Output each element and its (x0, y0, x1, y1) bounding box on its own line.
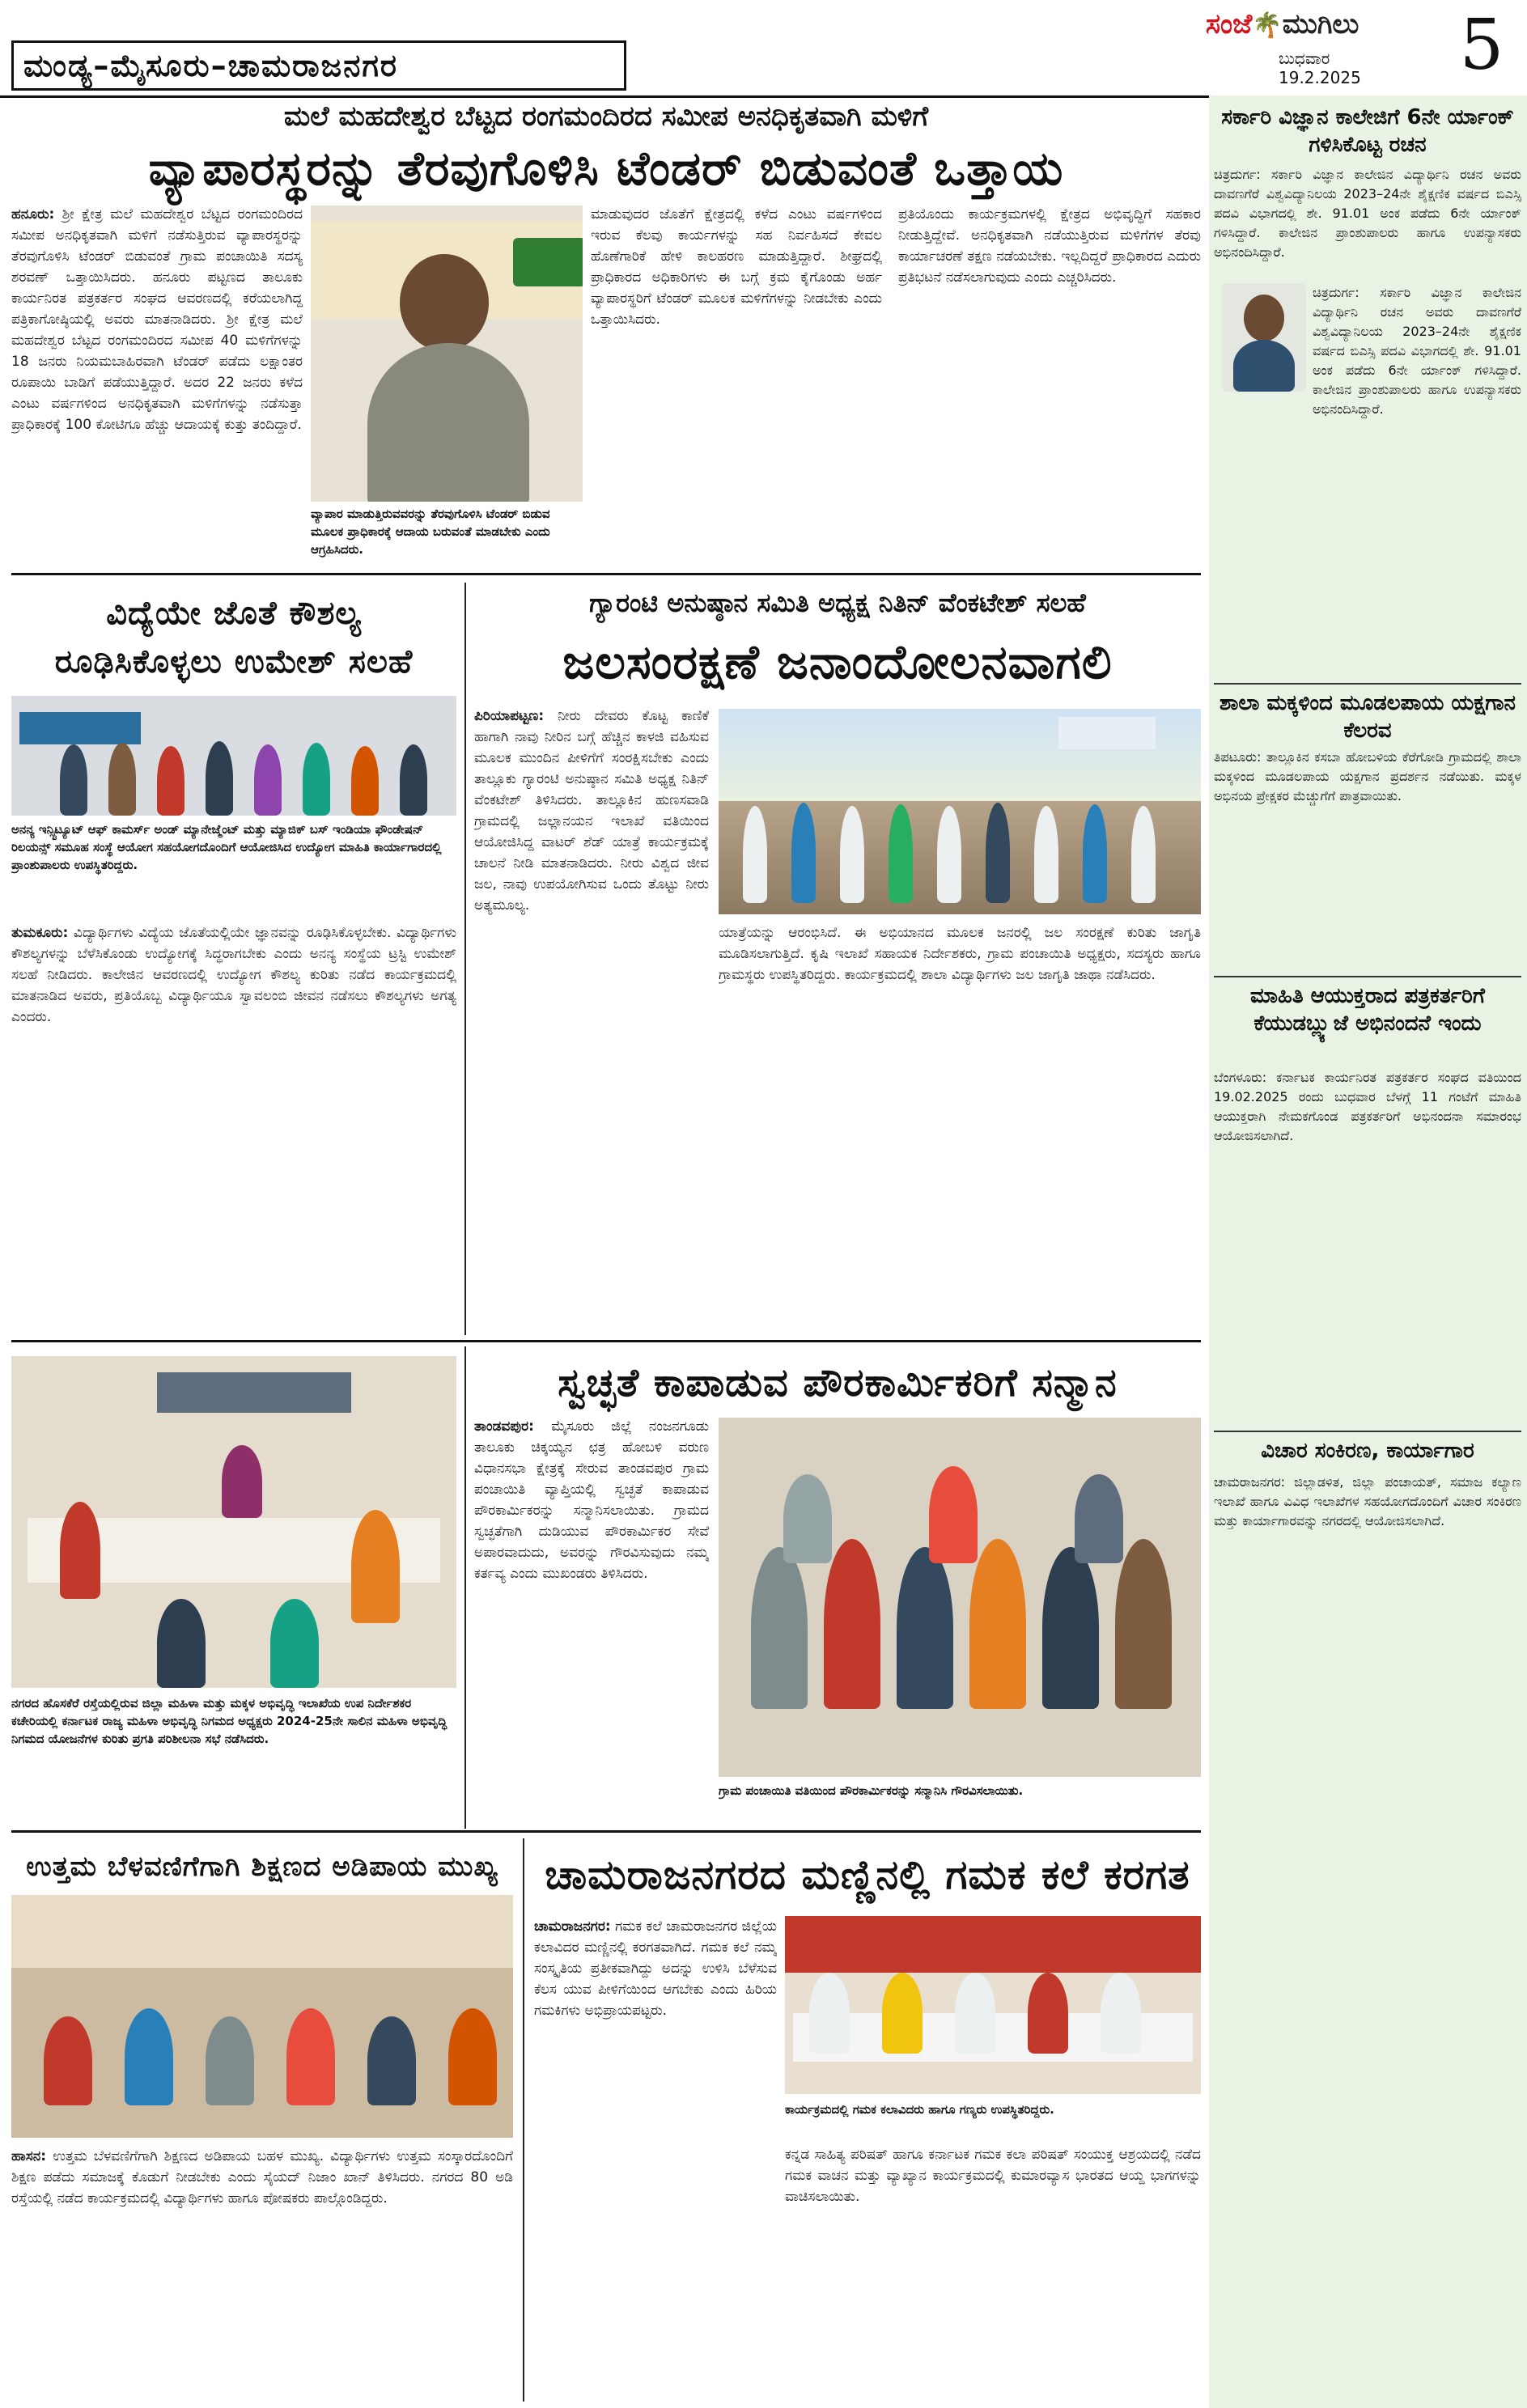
story2-headline-line2: ರೂಢಿಸಿಕೊಳ್ಳಲು ಉಮೇಶ್ ಸಲಹೆ (54, 643, 414, 680)
story1-kicker: ಮಲೆ ಮಹದೇಶ್ವರ ಬೆಟ್ಟದ ರಂಗಮಂದಿರದ ಸಮೀಪ ಅನಧಿಕೃತವಾಗಿ ಮಳಿಗೆ (283, 100, 929, 133)
story5-photo (719, 1418, 1201, 1777)
student-portrait (1222, 283, 1306, 392)
story3-kicker: ಗ್ಯಾರಂಟಿ ಅನುಷ್ಠಾನ ಸಮಿತಿ ಅಧ್ಯಕ್ಷ ನಿತಿನ್ ವೆಂಕಟೇಶ್ ಸಲಹೆ (589, 587, 1086, 618)
section-title: ಮಂಡ್ಯ–ಮೈಸೂರು–ಚಾಮರಾಜನಗರ (11, 40, 626, 91)
story1-headline: ವ್ಯಾಪಾರಸ್ಥರನ್ನು ತೆರವುಗೊಳಿಸಿ ಟೆಂಡರ್ ಬಿಡುವಂತೆ ಒತ್ತಾಯ (148, 141, 1064, 196)
sidebar-brief3-text: ಬೆಂಗಳೂರು: ಕರ್ನಾಟಕ ಕಾರ್ಯನಿರತ ಪತ್ರಕರ್ತರ ಸಂಘದ ವತಿಯಿಂದ 19.02.2025 ರಂದು ಬುಧವಾರ ಬೆಳಗ್ಗೆ 11 ಗಂಟೆಗೆ ಮಾಹಿತಿ ಆಯುಕ್ತರಾಗಿ ನೇಮಕಗೊಂಡ ಪತ್ರಕರ್ತರಿಗೆ ಅಭಿನಂದನಾ ಸಮಾರಂಭ ಆಯೋಜಿಸಲಾಗಿದೆ. (1214, 1070, 1521, 1143)
sidebar-brief1-text-cont: ಚಿತ್ರದುರ್ಗ: ಸರ್ಕಾರಿ ವಿಜ್ಞಾನ ಕಾಲೇಜಿನ ವಿದ್ಯಾರ್ಥಿನಿ ರಚನ ಅವರು ದಾವಣಗೆರೆ ವಿಶ್ವವಿದ್ಯಾನಿಲಯ 2023–24ನೇ ಶೈಕ್ಷಣಿಕ ವರ್ಷದ ಬಿಎಸ್ಸಿ ಪದವಿ ವಿಭಾಗದಲ್ಲಿ ಶೇ. 91.01 ಅಂಕ ಪಡೆದು 6ನೇ ರ್ಯಾಂಕ್ ಗಳಿಸಿದ್ದಾರೆ. ಕಾಲೇಜಿನ ಪ್ರಾಂಶುಪಾಲರು ಹಾಗೂ ಉಪನ್ಯಾಸಕರು ಅಭಿನಂದಿಸಿದ್ದಾರೆ. (1313, 285, 1521, 417)
story4-divider (464, 1346, 466, 1829)
story5-body: ತಾಂಡವಪುರ: ಮೈಸೂರು ಜಿಲ್ಲೆ ನಂಜನಗೂಡು ತಾಲೂಕು ಚಿಕ್ಕಯ್ಯನ ಛತ್ರ ಹೋಬಳಿ ವರುಣ ವಿಧಾನಸಭಾ ಕ್ಷೇತ್ರಕ್ಕೆ ಸೇರುವ ತಾಂಡವಪುರ ಗ್ರಾಮ ಪಂಚಾಯಿತಿ ವ್ಯಾಪ್ತಿಯಲ್ಲಿ ಸ್ವಚ್ಛತೆ ಕಾಪಾಡುವ ಪೌರಕಾರ್ಮಿಕರನ್ನು ಸನ್ಮಾನಿಸಲಾಯಿತು. ಗ್ರಾಮದ ಸ್ವಚ್ಛತೆಗಾಗಿ ದುಡಿಯುವ ಪೌರಕಾರ್ಮಿಕರ ಸೇವೆ ಅಪಾರವಾದುದು, ಅವರನ್ನು ಗೌರವಿಸುವುದು ನಮ್ಮ ಕರ್ತವ್ಯ ಎಂದು ಮುಖಂಡರು ತಿಳಿಸಿದರು. (474, 1418, 709, 1582)
story4-photo (11, 1356, 456, 1688)
story3-body-2: ಯಾತ್ರೆಯನ್ನು ಆರಂಭಿಸಿದೆ. ಈ ಅಭಿಯಾನದ ಮೂಲಕ ಜನರಲ್ಲಿ ಜಲ ಸಂರಕ್ಷಣೆ ಕುರಿತು ಜಾಗೃತಿ ಮೂಡಿಸಲಾಗುತ್ತಿದೆ. ಕೃಷಿ ಇಲಾಖೆ ಸಹಾಯಕ ನಿರ್ದೇಶಕರು, ಗ್ರಾಮ ಪಂಚಾಯಿತಿ ಅಧ್ಯಕ್ಷರು, ಸದಸ್ಯರು ಹಾಗೂ ಗ್ರಾಮಸ್ಥರು ಉಪಸ್ಥಿತರಿದ್ದರು. ಕಾರ್ಯಕ್ರಮದಲ್ಲಿ ಶಾಲಾ ವಿದ್ಯಾರ್ಥಿಗಳು ಜಲ ಜಾಗೃತಿ ಜಾಥಾ ನಡೆಸಿದರು. (719, 925, 1201, 983)
sidebar-brief3-headline: ಮಾಹಿತಿ ಆಯುಕ್ತರಾದ ಪತ್ರಕರ್ತರಿಗೆ ಕೆಯುಡಬ್ಲ್ಯುಜೆ ಅಭಿನಂದನೆ ಇಂದು (1250, 984, 1485, 1036)
story3-headline: ಜಲಸಂರಕ್ಷಣೆ ಜನಾಂದೋಲನವಾಗಲಿ (562, 634, 1113, 689)
sidebar-brief4-headline: ವಿಚಾರ ಸಂಕಿರಣ, ಕಾರ್ಯಾಗಾರ (1261, 1439, 1474, 1463)
story2-photo (11, 696, 456, 816)
story3-photo (719, 709, 1201, 914)
story5-caption: ಗ್ರಾಮ ಪಂಚಾಯಿತಿ ವತಿಯಿಂದ ಪೌರಕಾರ್ಮಿಕರನ್ನು ಸನ್ಮಾನಿಸಿ ಗೌರವಿಸಲಾಯಿತು. (719, 1783, 1024, 1798)
sidebar-brief1-headline: ಸರ್ಕಾರಿ ವಿಜ್ಞಾನ ಕಾಲೇಜಿಗೆ 6ನೇ ರ್ಯಾಂಕ್ ಗಳಿಸಿಕೊಟ್ಟ ರಚನ (1221, 105, 1514, 157)
story7-body-2: ಕನ್ನಡ ಸಾಹಿತ್ಯ ಪರಿಷತ್ ಹಾಗೂ ಕರ್ನಾಟಕ ಗಮಕ ಕಲಾ ಪರಿಷತ್ ಸಂಯುಕ್ತ ಆಶ್ರಯದಲ್ಲಿ ನಡೆದ ಗಮಕ ವಾಚನ ಮತ್ತು ವ್ಯಾಖ್ಯಾನ ಕಾರ್ಯಕ್ರಮದಲ್ಲಿ ಕುಮಾರವ್ಯಾಸ ಭಾರತದ ಆಯ್ದ ಭಾಗಗಳನ್ನು ವಾಚಿಸಲಾಯಿತು. (785, 2147, 1201, 2205)
story7-photo (785, 1916, 1201, 2094)
story1-column-2: ಮಾಡುವುದರ ಜೊತೆಗೆ ಕ್ಷೇತ್ರದಲ್ಲಿ ಕಳೆದ ಎಂಟು ವರ್ಷಗಳಿಂದ ಇರುವ ಕೆಲವು ಕಾರ್ಯಗಳನ್ನು ಸಹ ನಿರ್ವಹಿಸದೆ ಕೇವಲ ಹೊಣೆಗಾರಿಕೆ ಹೇಳಿ ಕಾಲಹರಣ ಮಾಡುತ್ತಿದ್ದಾರೆ. ಶೀಘ್ರದಲ್ಲಿ ಪ್ರಾಧಿಕಾರದ ಅಧಿಕಾರಿಗಳು ಈ ಬಗ್ಗೆ ಕ್ರಮ ಕೈಗೊಂಡು ಅರ್ಹ ವ್ಯಾಪಾರಸ್ಥರಿಗೆ ಟೆಂಡರ್ ಮೂಲಕ ಮಳಿಗೆಗಳನ್ನು ನೀಡಬೇಕು ಎಂದು ಒತ್ತಾಯಿಸಿದರು. (591, 206, 882, 328)
sidebar-brief4-text: ಚಾಮರಾಜನಗರ: ಜಿಲ್ಲಾಡಳಿತ, ಜಿಲ್ಲಾ ಪಂಚಾಯತ್, ಸಮಾಜ ಕಲ್ಯಾಣ ಇಲಾಖೆ ಹಾಗೂ ವಿವಿಧ ಇಲಾಖೆಗಳ ಸಹಯೋಗದೊಂದಿಗೆ ವಿಚಾರ ಸಂಕಿರಣ ಮತ್ತು ಕಾರ್ಯಾಗಾರವನ್ನು ನಗರದಲ್ಲಿ ಆಯೋಜಿಸಲಾಗಿದೆ. (1214, 1474, 1521, 1528)
story1-caption: ವ್ಯಾಪಾರ ಮಾಡುತ್ತಿರುವವರನ್ನು ತೆರವುಗೊಳಿಸಿ ಟೆಂಡರ್ ಬಿಡುವ ಮೂಲಕ ಪ್ರಾಧಿಕಾರಕ್ಕೆ ಆದಾಯ ಬರುವಂತೆ ಮಾಡಬೇಕು ಎಂದು ಆಗ್ರಹಿಸಿದರು. (311, 507, 550, 557)
story2-headline-line1: ವಿದ್ಯೆಯೇ ಜೊತೆ ಕೌಶಲ್ಯ (106, 595, 362, 632)
story2-body: ತುಮಕೂರು: ವಿದ್ಯಾರ್ಥಿಗಳು ವಿದ್ಯೆಯ ಜೊತೆಯಲ್ಲಿಯೇ ಜ್ಞಾನವನ್ನು ರೂಢಿಸಿಕೊಳ್ಳಬೇಕು. ವಿದ್ಯಾರ್ಥಿಗಳು ಕೌಶಲ್ಯಗಳನ್ನು ಬೆಳೆಸಿಕೊಂಡು ಉದ್ಯೋಗಕ್ಕೆ ಸಿದ್ಧರಾಗಬೇಕು ಎಂದು ಅನನ್ಯ ಸಂಸ್ಥೆಯ ಟ್ರಸ್ಟಿ ಉಮೇಶ್ ಸಲಹೆ ನೀಡಿದರು. ಕಾಲೇಜಿನ ಆವರಣದಲ್ಲಿ ಉದ್ಯೋಗ ಕೌಶಲ್ಯ ಕುರಿತು ನಡೆದ ಕಾರ್ಯಕ್ರಮದಲ್ಲಿ ಮಾತನಾಡಿದ ಅವರು, ಪ್ರತಿಯೊಬ್ಬ ವಿದ್ಯಾರ್ಥಿಯೂ ಸ್ವಾವಲಂಬಿ ಜೀವನ ನಡೆಸಲು ಕೌಶಲ್ಯಗಳು ಅಗತ್ಯ ಎಂದರು. (11, 925, 456, 1025)
sidebar-brief2-headline: ಶಾಲಾ ಮಕ್ಕಳಿಂದ ಮೂಡಲಪಾಯ ಯಕ್ಷಗಾನ ಕೆಲರವ (1219, 691, 1516, 743)
story5-bottom-rule (11, 1830, 1201, 1833)
story6-divider (523, 1838, 524, 2402)
story1-column-3: ಪ್ರತಿಯೊಂದು ಕಾರ್ಯಕ್ರಮಗಳಲ್ಲಿ ಕ್ಷೇತ್ರದ ಅಭಿವೃದ್ಧಿಗೆ ಸಹಕಾರ ನೀಡುತ್ತಿದ್ದೇವೆ. ಅನಧಿಕೃತವಾಗಿ ನಡೆಯುತ್ತಿರುವ ಮಳಿಗೆಗಳ ತೆರವು ಕಾರ್ಯಾಚರಣೆ ತಕ್ಷಣ ನಡೆಯಬೇಕು. ಇಲ್ಲದಿದ್ದರೆ ಪ್ರಾಧಿಕಾರದ ಎದುರು ಪ್ರತಿಭಟನೆ ನಡೆಸಲಾಗುವುದು ಎಂದು ಎಚ್ಚರಿಸಿದರು. (898, 206, 1201, 286)
newspaper-logo: ಸಂಜೆ🌴ಮುಗಿಲು (1206, 8, 1359, 40)
sidebar-rule-3 (1214, 1431, 1521, 1432)
story1-photo (311, 206, 583, 502)
story6-photo (11, 1895, 513, 2138)
sidebar-rule-1 (1214, 683, 1521, 685)
story4-caption: ನಗರದ ಹೊಸಕೆರೆ ರಸ್ತೆಯಲ್ಲಿರುವ ಜಿಲ್ಲಾ ಮಹಿಳಾ ಮತ್ತು ಮಕ್ಕಳ ಅಭಿವೃದ್ಧಿ ಇಲಾಖೆಯ ಉಪ ನಿರ್ದೇಶಕರ ಕಚೇರಿಯಲ್ಲಿ ಕರ್ನಾಟಕ ರಾಜ್ಯ ಮಹಿಳಾ ಅಭಿವೃದ್ಧಿ ನಿಗಮದ ಅಧ್ಯಕ್ಷರು 2024-25ನೇ ಸಾಲಿನ ಮಹಿಳಾ ಅಭಿವೃದ್ಧಿ ನಿಗಮದ ಯೋಜನೆಗಳ ಕುರಿತು ಪ್ರಗತಿ ಪರಿಶೀಲನಾ ಸಭೆ ನಡೆಸಿದರು. (11, 1696, 447, 1746)
story5-headline: ಸ್ವಚ್ಛತೆ ಕಾಪಾಡುವ ಪೌರಕಾರ್ಮಿಕರಿಗೆ ಸನ್ಮಾನ (558, 1360, 1118, 1405)
story7-caption: ಕಾರ್ಯಕ್ರಮದಲ್ಲಿ ಗಮಕ ಕಲಾವಿದರು ಹಾಗೂ ಗಣ್ಯರು ಉಪಸ್ಥಿತರಿದ್ದರು. (785, 2102, 1054, 2117)
story3-body-1: ಪಿರಿಯಾಪಟ್ಟಣ: ನೀರು ದೇವರು ಕೊಟ್ಟ ಕಾಣಿಕೆ ಹಾಗಾಗಿ ನಾವು ನೀರಿನ ಬಗ್ಗೆ ಹೆಚ್ಚಿನ ಕಾಳಜಿ ವಹಿಸುವ ಮೂಲಕ ಮುಂದಿನ ಪೀಳಿಗೆಗೆ ಸಂರಕ್ಷಿಸಬೇಕು ಎಂದು ತಾಲ್ಲೂಕು ಗ್ಯಾರಂಟಿ ಅನುಷ್ಠಾನ ಸಮಿತಿ ಅಧ್ಯಕ್ಷ ನಿತಿನ್ ವೆಂಕಟೇಶ್ ತಿಳಿಸಿದರು. ತಾಲ್ಲೂಕಿನ ಹುಣಸವಾಡಿ ಗ್ರಾಮದಲ್ಲಿ ಜಲ್ಲಾನಯನ ಇಲಾಖೆ ವತಿಯಿಂದ ಆಯೋಜಿಸಿದ್ದ ವಾಟರ್ ಶೆಡ್ ಯಾತ್ರೆ ಕಾರ್ಯಕ್ರಮಕ್ಕೆ ಚಾಲನೆ ನೀಡಿ ಮಾತನಾಡಿದರು. ನೀರು ವಿಶ್ವದ ಜೀವ ಜಲ, ನಾವು ಉಪಯೋಗಿಸುವ ಒಂದು ತೊಟ್ಟು ನೀರು ಅತ್ಯಮೂಲ್ಯ. (474, 708, 709, 914)
story6-body: ಹಾಸನ: ಉತ್ತಮ ಬೆಳವಣಿಗೆಗಾಗಿ ಶಿಕ್ಷಣದ ಅಡಿಪಾಯ ಬಹಳ ಮುಖ್ಯ. ವಿದ್ಯಾರ್ಥಿಗಳು ಉತ್ತಮ ಸಂಸ್ಕಾರದೊಂದಿಗೆ ಶಿಕ್ಷಣ ಪಡೆದು ಸಮಾಜಕ್ಕೆ ಕೊಡುಗೆ ನೀಡಬೇಕು ಎಂದು ಸೈಯದ್ ನಿಜಾಂ ಖಾನ್ ತಿಳಿಸಿದರು. ನಗರದ 80 ಅಡಿ ರಸ್ತೆಯಲ್ಲಿ ನಡೆದ ಕಾರ್ಯಕ್ರಮದಲ್ಲಿ ವಿದ್ಯಾರ್ಥಿಗಳು ಹಾಗೂ ಪೋಷಕರು ಪಾಲ್ಗೊಂಡಿದ್ದರು. (11, 2148, 513, 2207)
masthead (0, 0, 1527, 95)
date-label: 19.2.2025 (1279, 68, 1361, 87)
story1-column-1: ಹನೂರು: ಶ್ರೀ ಕ್ಷೇತ್ರ ಮಲೆ ಮಹದೇಶ್ವರ ಬೆಟ್ಟದ ರಂಗಮಂದಿರದ ಸಮೀಪ ಅನಧಿಕೃತವಾಗಿ ಮಳಿಗೆ ನಡೆಸುತ್ತಿರುವ ವ್ಯಾಪಾರಸ್ಥರನ್ನು ತೆರವುಗೊಳಿಸಿ ಟೆಂಡರ್ ಬಿಡುವಂತೆ ಗ್ರಾಮ ಪಂಚಾಯಿತಿ ಸದಸ್ಯ ಶರವಣ್ ಒತ್ತಾಯಿಸಿದರು. ಹನೂರು ಪಟ್ಟಣದ ತಾಲೂಕು ಕಾರ್ಯನಿರತ ಪತ್ರಕರ್ತರ ಸಂಘದ ಆವರಣದಲ್ಲಿ ಕರೆಯಲಾಗಿದ್ದ ಪತ್ರಿಕಾಗೋಷ್ಠಿಯಲ್ಲಿ ಅವರು ಮಾತನಾಡಿದರು. ಶ್ರೀ ಕ್ಷೇತ್ರ ಮಲೆ ಮಹದೇಶ್ವರ ಬೆಟ್ಟದ ರಂಗಮಂದಿರದ ಸಮೀಪ 40 ಮಳಿಗೆಗಳನ್ನು 18 ಜನರು ನಿಯಮಬಾಹಿರವಾಗಿ ಟೆಂಡರ್ ಪಡೆದು ಲಕ್ಷಾಂತರ ರೂಪಾಯಿ ಬಾಡಿಗೆ ಪಡೆಯುತ್ತಿದ್ದಾರೆ. ಅದರ 22 ಜನರು ಕಳೆದ ಎಂಟು ವರ್ಷಗಳಿಂದ ಅನಧಿಕೃತವಾಗಿ ಮಳಿಗೆಗಳನ್ನು ನಡೆಸುತ್ತಾ ಪ್ರಾಧಿಕಾರಕ್ಕೆ 100 ಕೋಟಿಗೂ ಹೆಚ್ಚು ಆದಾಯಕ್ಕೆ ಕುತ್ತು ತಂದಿದ್ದಾರೆ. (11, 206, 303, 433)
story6-headline: ಉತ್ತಮ ಬೆಳವಣಿಗೆಗಾಗಿ ಶಿಕ್ಷಣದ ಅಡಿಪಾಯ ಮುಖ್ಯ (26, 1851, 498, 1883)
page-number: 5 (1459, 5, 1504, 86)
story2-divider (464, 583, 466, 1335)
palm-tree-icon: 🌴 (1252, 11, 1283, 40)
story2-caption: ಅನನ್ಯ ಇನ್ಸ್ಟಿಟ್ಯೂಟ್ ಆಫ್ ಕಾಮರ್ಸ್ ಅಂಡ್ ಮ್ಯಾನೇಜ್ಮೆಂಟ್ ಮತ್ತು ಮ್ಯಾಜಿಕ್ ಬಸ್ ಇಂಡಿಯಾ ಫೌಂಡೇಷನ್ ರಿಲಯನ್ಸ್ ಸಮೂಹ ಸಂಸ್ಥೆ ಆಯೋಗ ಸಹಯೋಗದೊಂದಿಗೆ ಆಯೋಜಿಸಿದ ಉದ್ಯೋಗ ಮಾಹಿತಿ ಕಾರ್ಯಾಗಾರದಲ್ಲಿ ಪ್ರಾಂಶುಪಾಲರು ಉಪಸ್ಥಿತರಿದ್ದರು. (11, 822, 442, 872)
story3-bottom-rule (11, 1340, 1201, 1342)
sidebar-brief2-text: ತಿಪಟೂರು: ತಾಲ್ಲೂಕಿನ ಕಸಬಾ ಹೋಬಳಿಯ ಕೆರೆಗೋಡಿ ಗ್ರಾಮದಲ್ಲಿ ಶಾಲಾ ಮಕ್ಕಳಿಂದ ಮೂಡಲಪಾಯ ಯಕ್ಷಗಾನ ಪ್ರದರ್ಶನ ನಡೆಯಿತು. ಮಕ್ಕಳ ಅಭಿನಯ ಪ್ರೇಕ್ಷಕರ ಮೆಚ್ಚುಗೆಗೆ ಪಾತ್ರವಾಯಿತು. (1214, 749, 1521, 803)
day-label: ಬುಧವಾರ (1279, 49, 1330, 68)
story7-body-1: ಚಾಮರಾಜನಗರ: ಗಮಕ ಕಲೆ ಚಾಮರಾಜನಗರ ಜಿಲ್ಲೆಯ ಕಲಾವಿದರ ಮಣ್ಣಿನಲ್ಲಿ ಕರಗತವಾಗಿದೆ. ಗಮಕ ಕಲೆ ನಮ್ಮ ಸಂಸ್ಕೃತಿಯ ಪ್ರತೀಕವಾಗಿದ್ದು ಅದನ್ನು ಉಳಿಸಿ ಬೆಳೆಸುವ ಕೆಲಸ ಯುವ ಪೀಳಿಗೆಯಿಂದ ಆಗಬೇಕು ಎಂದು ಹಿರಿಯ ಗಮಕಿಗಳು ಅಭಿಪ್ರಾಯಪಟ್ಟರು. (534, 1918, 777, 2019)
story1-bottom-rule (11, 573, 1201, 575)
sidebar-rule-2 (1214, 976, 1521, 977)
story7-headline: ಚಾಮರಾಜನಗರದ ಮಣ್ಣಿನಲ್ಲಿ ಗಮಕ ಕಲೆ ಕರಗತ (545, 1851, 1190, 1898)
sidebar-brief1-text: ಚಿತ್ರದುರ್ಗ: ಸರ್ಕಾರಿ ವಿಜ್ಞಾನ ಕಾಲೇಜಿನ ವಿದ್ಯಾರ್ಥಿನಿ ರಚನ ಅವರು ದಾವಣಗೆರೆ ವಿಶ್ವವಿದ್ಯಾನಿಲಯ 2023–24ನೇ ಶೈಕ್ಷಣಿಕ ವರ್ಷದ ಬಿಎಸ್ಸಿ ಪದವಿ ವಿಭಾಗದಲ್ಲಿ ಶೇ. 91.01 ಅಂಕ ಪಡೆದು 6ನೇ ರ್ಯಾಂಕ್ ಗಳಿಸಿದ್ದಾರೆ. ಕಾಲೇಜಿನ ಪ್ರಾಂಶುಪಾಲರು ಹಾಗೂ ಉಪನ್ಯಾಸಕರು ಅಭಿನಂದಿಸಿದ್ದಾರೆ. (1214, 167, 1521, 260)
